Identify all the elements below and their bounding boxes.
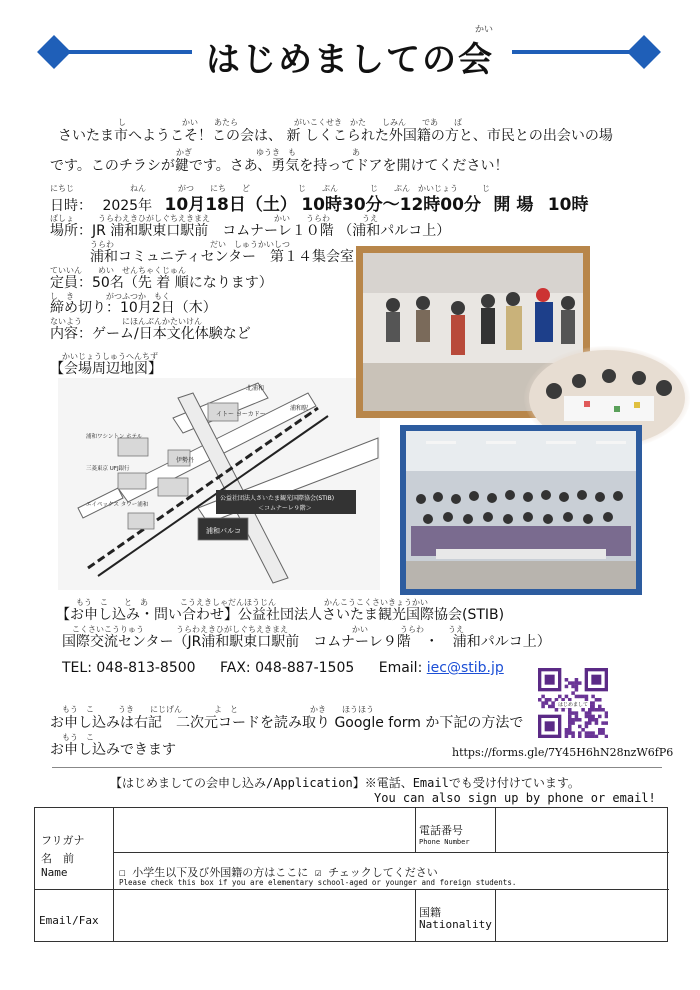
apply-line-1: お申し込みは右記 二次元コードを読み取り Google form か下記の方法で bbox=[50, 715, 524, 731]
map-label-hotel: 浦和ワシントン ホテル bbox=[86, 434, 143, 440]
intro-ruby-2: かぎ ゆうき も あ bbox=[176, 148, 360, 157]
form-row-line-1 bbox=[113, 852, 669, 853]
event-photo-2 bbox=[400, 425, 642, 595]
form-url[interactable]: https://forms.gle/7Y45H6hN28nzW6fP6 bbox=[452, 746, 674, 759]
area-map bbox=[58, 378, 380, 590]
map-heading-ruby: かいじょうしゅうへんちず bbox=[62, 352, 158, 361]
check-instruction-jp[interactable]: ☐ 小学生以下及び外国籍の方はここに ☑ チェックしてください bbox=[119, 866, 438, 879]
name-label-en: Name bbox=[41, 866, 68, 879]
center-ruby: こくさいこうりゅう うらわえきひがしぐちえきまえ かい うらわ うえ bbox=[72, 625, 464, 634]
content-row: 内容：ゲーム/日本文化体験など bbox=[50, 326, 251, 342]
place-line-2: 浦和コミュニティセンター 第１４集会室 bbox=[90, 249, 355, 265]
nationality-label-en: Nationality bbox=[419, 918, 492, 931]
map-heading: 【会場周辺地図】 bbox=[50, 361, 162, 377]
phone-label-en: Phone Number bbox=[419, 838, 470, 846]
email-label: Email: bbox=[378, 660, 423, 676]
event-time: 10時30分〜12時00分 bbox=[301, 195, 481, 215]
apply-ruby-2: もう こ bbox=[62, 733, 94, 742]
form-heading-en: You can also sign up by phone or email! bbox=[374, 791, 656, 805]
title-ruby: かい bbox=[475, 25, 494, 35]
contact-line bbox=[62, 660, 504, 676]
fax-number: FAX: 048-887-1505 bbox=[220, 660, 355, 676]
event-date-row bbox=[50, 190, 588, 215]
right-title-rule bbox=[512, 50, 642, 54]
furigana-input[interactable] bbox=[115, 810, 413, 850]
map-label-bank: 三菱東京 UFJ銀行 bbox=[86, 466, 130, 472]
tel-number: TEL: 048-813-8500 bbox=[62, 660, 196, 676]
deadline-ruby: し き がつふつか もく bbox=[50, 292, 170, 301]
furigana-label: フリガナ bbox=[41, 834, 85, 847]
event-photo-2-image bbox=[406, 431, 636, 589]
map-label-parco: 浦和パルコ bbox=[206, 527, 241, 535]
page-title: はじめましての会 bbox=[206, 40, 494, 80]
open-time: 10時 bbox=[547, 195, 589, 215]
map-drawing bbox=[58, 378, 380, 590]
map-label-isetan: 伊勢丹 bbox=[176, 457, 195, 464]
map-label-station: 浦和駅 bbox=[290, 405, 309, 412]
apply-line-2: お申し込みできます bbox=[50, 742, 176, 758]
date-label: 日時： bbox=[50, 198, 92, 214]
qr-caption: はじめまして bbox=[558, 702, 589, 708]
place-ruby-2: うらわ だい しゅうかいしつ bbox=[90, 240, 290, 249]
map-label-yokado bbox=[216, 411, 266, 418]
form-col-line-4 bbox=[495, 808, 496, 852]
photo-2-drawing bbox=[406, 431, 636, 589]
map-label-stib: 公益社団法人さいたま観光国際協会(STIB) bbox=[220, 495, 335, 502]
form-col-line-1 bbox=[113, 808, 114, 942]
inquiry-ruby: もう こ と あ こうえきしゃだんほうじん かんこうこくさいきょうかい bbox=[76, 598, 428, 607]
content-ruby: ないよう にほんぶんかたいけん bbox=[50, 317, 202, 326]
event-date: 10月18日（土） bbox=[164, 195, 297, 215]
intro-line-1: さいたま市へようこそ！この会は、 新 しくこられた外国籍の方と、市民との出会いの場 bbox=[58, 128, 613, 144]
phone-label-jp: 電話番号 bbox=[419, 824, 463, 837]
form-heading: 【はじめましての会申し込み/Application】※電話、Emailでも受け付けています。 bbox=[110, 776, 580, 790]
divider bbox=[52, 767, 662, 768]
deadline-row: 締め切り：10月2日（木） bbox=[50, 300, 217, 316]
place-line-1: JR 浦和駅東口駅前 コムナーレ１０階 （浦和パルコ上） bbox=[92, 223, 451, 239]
capacity-row: 定員：50名（先 着 順になります） bbox=[50, 275, 273, 291]
email-fax-label: Email/Fax bbox=[39, 914, 99, 927]
intro-ruby-1: し かい あたら がいこくせき かた しみん であ ば bbox=[118, 118, 462, 127]
nationality-input[interactable] bbox=[497, 891, 667, 941]
center-address: 国際交流センター（JR浦和駅東口駅前 コムナーレ９階 ・ 浦和パルコ上） bbox=[62, 634, 551, 650]
application-form bbox=[34, 807, 668, 942]
capacity-ruby: ていいん めい せんちゃくじゅん bbox=[50, 266, 186, 275]
place-label: 場所： bbox=[50, 223, 92, 239]
left-title-rule bbox=[52, 50, 192, 54]
check-instruction-en: Please check this box if you are elementary school-aged or younger and foreign students. bbox=[119, 878, 517, 887]
intro-line-2: です。このチラシが鍵です。さあ、勇気を持ってドアを開けてください！ bbox=[50, 158, 509, 174]
form-col-line-3 bbox=[415, 889, 416, 942]
name-label-jp: 名 前 bbox=[41, 852, 74, 865]
email-fax-input[interactable] bbox=[115, 891, 413, 941]
inquiry-heading: 【お申し込み・問い合わせ】公益社団法人さいたま観光国際協会(STIB) bbox=[56, 607, 505, 623]
apply-ruby-1: もう こ うき にじげん よ と かき ほうほう bbox=[62, 705, 374, 714]
map-label-yokado-text: イトー ヨーカドー bbox=[216, 411, 266, 418]
place-ruby-1: ばしょ うらわえきひがしぐちえきまえ かい うらわ うえ bbox=[50, 214, 378, 223]
open-label: 開 場 bbox=[493, 195, 534, 215]
form-col-line-2 bbox=[415, 808, 416, 852]
date-year: 2025年 bbox=[102, 198, 153, 214]
date-ruby: にちじ ねん がつ にち ど じ ぷん じ ぷん かいじょう じ bbox=[50, 184, 490, 193]
phone-input[interactable] bbox=[497, 810, 667, 850]
form-col-line-5 bbox=[495, 889, 496, 942]
right-diamond-icon bbox=[627, 35, 661, 69]
form-row-line-2 bbox=[35, 889, 669, 890]
map-label-tower: エイペックス タワー浦和 bbox=[86, 502, 149, 508]
place-row bbox=[50, 220, 450, 240]
email-link[interactable]: iec@stib.jp bbox=[426, 660, 504, 676]
map-label-stib-floor: ＜コムナーレ９階＞ bbox=[258, 505, 312, 512]
nationality-label-jp: 国籍 bbox=[419, 906, 441, 919]
map-label-kitaura: 北浦和 bbox=[246, 385, 265, 392]
